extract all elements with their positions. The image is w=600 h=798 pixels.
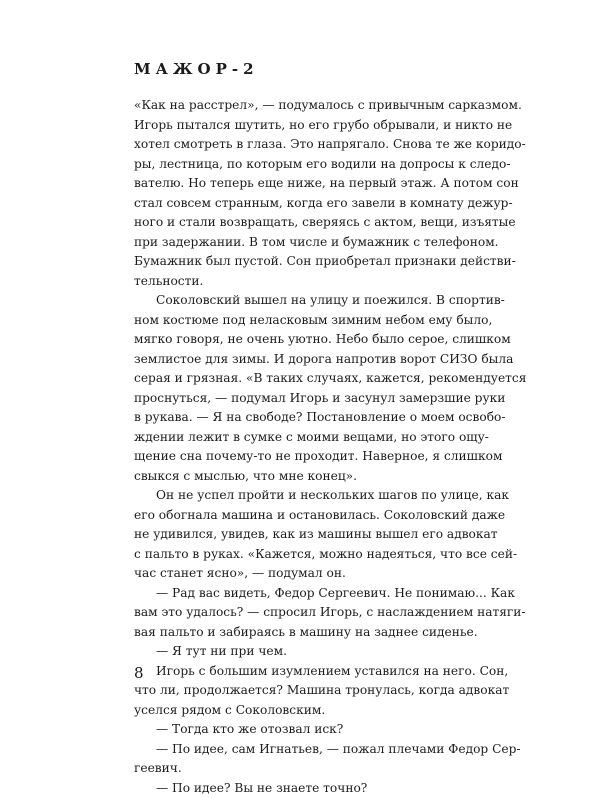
text-line: в рукава. — Я на свободе? Постановление о моем освобо- — [134, 408, 472, 428]
page-number: 8 — [134, 664, 144, 682]
text-line: что ли, продолжается? Машина тронулась, когда адвокат — [134, 681, 472, 701]
text-line: «Как на расстрел», — подумалось с привычным сарказмом. — [134, 96, 472, 116]
text-line: серая и грязная. «В таких случаях, кажется, рекомендуется — [134, 369, 472, 389]
text-line: — По идее, сам Игнатьев, — пожал плечами Федор Сер- — [134, 740, 472, 760]
text-line: проснуться, — подумал Игорь и засунул замерзшие руки — [134, 389, 472, 409]
text-line: вая пальто и забираясь в машину на заднее сиденье. — [134, 623, 472, 643]
text-line: Соколовский вышел на улицу и поежился. В спортив- — [134, 291, 472, 311]
text-line: с пальто в руках. «Кажется, можно надеяться, что все сей- — [134, 545, 472, 565]
text-line: свыкся с мыслью, что мне конец». — [134, 467, 472, 487]
text-line: землистое для зимы. И дорога напротив ворот СИЗО была — [134, 350, 472, 370]
text-line: ного и стали возвращать, сверяясь с актом, вещи, изъятые — [134, 213, 472, 233]
text-line: при задержании. В том числе и бумажник с телефоном. — [134, 233, 472, 253]
text-line: — По идее? Вы не знаете точно? — [134, 779, 472, 798]
text-line: тельности. — [134, 272, 472, 292]
text-line: мягко говоря, не очень уютно. Небо было серое, слишком — [134, 330, 472, 350]
text-line: — Тогда кто же отозвал иск? — [134, 720, 472, 740]
text-line: не удивился, увидев, как из машины вышел его адвокат — [134, 525, 472, 545]
text-line: — Рад вас видеть, Федор Сергеевич. Не понимаю... Как — [134, 584, 472, 604]
text-line: уселся рядом с Соколовским. — [134, 701, 472, 721]
text-line: хотел смотреть в глаза. Это напрягало. Снова те же коридо- — [134, 135, 472, 155]
text-line: щение сна почему-то не проходит. Наверное, я слишком — [134, 447, 472, 467]
body-text — [134, 96, 472, 798]
text-line: вателю. Но теперь еще ниже, на первый этаж. А потом сон — [134, 174, 472, 194]
text-line: Бумажник был пустой. Сон приобретал признаки действи- — [134, 252, 472, 272]
text-line: — Я тут ни при чем. — [134, 642, 472, 662]
text-line: геевич. — [134, 759, 472, 779]
running-head: МАЖОР-2 — [134, 60, 259, 78]
text-line: его обогнала машина и остановилась. Соколовский даже — [134, 506, 472, 526]
text-line: ждении лежит в сумке с моими вещами, но этого ощу- — [134, 428, 472, 448]
text-line: ном костюме под неласковым зимним небом ему было, — [134, 311, 472, 331]
text-line: стал совсем странным, когда его завели в комнату дежур- — [134, 194, 472, 214]
text-line: ры, лестница, по которым его водили на допросы к следо- — [134, 155, 472, 175]
text-line: Игорь пытался шутить, но его грубо обрывали, и никто не — [134, 116, 472, 136]
text-line: Он не успел пройти и нескольких шагов по улице, как — [134, 486, 472, 506]
text-line: час станет ясно», — подумал он. — [134, 564, 472, 584]
text-line: вам это удалось? — спросил Игорь, с наслаждением натяги- — [134, 603, 472, 623]
text-line: Игорь с большим изумлением уставился на него. Сон, — [134, 662, 472, 682]
